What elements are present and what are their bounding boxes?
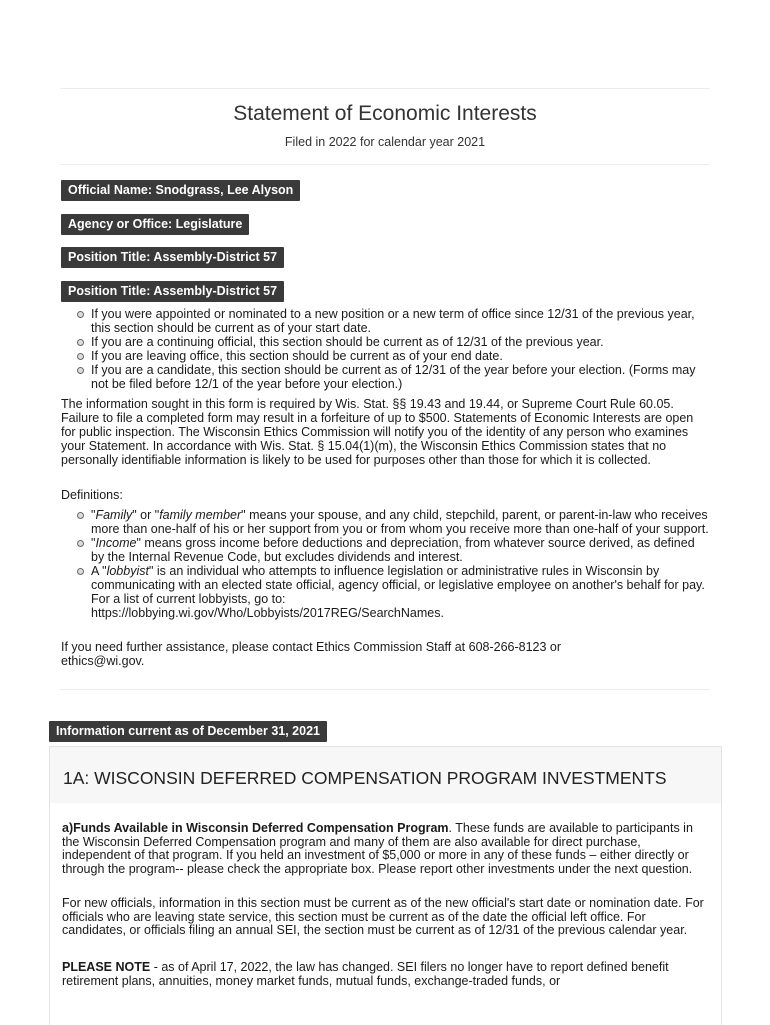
position-title-label: Position Title: Assembly-District 57 xyxy=(61,247,284,268)
section-1a-note: PLEASE NOTE - as of April 17, 2022, the law has changed. SEI filers no longer have to report defined benefit retirement plans, annuities, money market funds, mutual funds, exchange-traded funds, or xyxy=(62,960,669,988)
timing-instructions xyxy=(61,307,711,391)
information-current-label: Information current as of December 31, 2021 xyxy=(49,721,327,742)
agency-label: Agency or Office: Legislature xyxy=(61,214,249,235)
legal-notice: The information sought in this form is required by Wis. Stat. §§ 19.43 and 19.44, or Supreme Court Rule 60.05. Failure to file a completed form may result in a forfeiture of up to $500. Statements of Economic Interests are open for public inspection. The Wisconsin Ethics Commission will notify you of the identity of any person who examines your Statement. In accordance with Wis. Stat. § 15.04(1)(m), the Wisconsin Ethics Commission states that no personally identifiable information is likely to be used for purposes other than those for which it is collected. xyxy=(61,397,694,467)
definition-income: "Income" means gross income before deductions and depreciation, from whatever source derived, as defined by the Internal Revenue Code, but excludes dividends and interest. xyxy=(91,536,711,564)
lobbyists-link[interactable]: https://lobbying.wi.gov/Who/Lobbyists/2017REG/SearchNames xyxy=(91,606,441,620)
contact-info: If you need further assistance, please contact Ethics Commission Staff at 608-266-8123 or ethics@wi.gov. xyxy=(61,640,562,668)
timing-item: If you are a candidate, this section should be current as of 12/31 of the year before your election. (Forms may not be filed before 12/1 of the year before your election.) xyxy=(91,363,711,391)
timing-item: If you are a continuing official, this section should be current as of 12/31 of the previous year. xyxy=(91,335,711,349)
header-divider xyxy=(60,164,710,165)
definition-family: "Family" or "family member" means your spouse, and any child, stepchild, parent, or parent-in-law who receives more than one-half of his or her support from you or from whom you receive more than one-half of your support. xyxy=(91,508,711,536)
section-1a-header xyxy=(50,747,721,803)
term-family: Family xyxy=(95,508,133,522)
page-subtitle: Filed in 2022 for calendar year 2021 xyxy=(284,135,486,149)
top-divider xyxy=(60,88,710,89)
term-family-member: family member xyxy=(159,508,242,522)
page-title: Statement of Economic Interests xyxy=(233,102,537,125)
notice-divider xyxy=(60,689,710,690)
position-title-label-2: Position Title: Assembly-District 57 xyxy=(61,281,284,302)
timing-item: If you are leaving office, this section should be current as of your end date. xyxy=(91,349,711,363)
definitions-heading: Definitions: xyxy=(61,488,123,502)
official-name-label: Official Name: Snodgrass, Lee Alyson xyxy=(61,180,300,201)
ethics-email-link[interactable]: ethics@wi.gov xyxy=(61,654,141,668)
definitions-list xyxy=(61,508,711,620)
section-1a-paragraph-a: a)Funds Available in Wisconsin Deferred Compensation Program. These funds are available to participants in the Wisconsin Deferred Compensation program and many of them are also available for direct purchase, independent of that program. If you held an investment of $5,000 or more in any of these funds – either directly or through the program-- please check the appropriate box. Please report other investments under the next question. xyxy=(62,821,693,876)
definition-lobbyist: A "lobbyist" is an individual who attempts to influence legislation or administrative rules in Wisconsin by communicating with an elected state official, agency official, or legislative employee on another's behalf for pay. For a list of current lobbyists, go to: https://lobbying.wi.gov/Who/Lobbyists/2017REG/SearchNames. xyxy=(91,564,711,620)
section-1a-paragraph-b: For new officials, information in this section must be current as of the new official's start date or nomination date. For officials who are leaving state service, this section must be current as of the date the official left office. For candidates, or officials filing an annual SEI, the section must be current as of 12/31 of the previous calendar year. xyxy=(62,896,704,937)
timing-item: If you were appointed or nominated to a new position or a new term of office since 12/31 of the previous year, this section should be current as of your start date. xyxy=(91,307,711,335)
section-1a-title: 1A: WISCONSIN DEFERRED COMPENSATION PROGRAM INVESTMENTS xyxy=(63,768,667,788)
term-income: Income xyxy=(95,536,137,550)
section-1a-card xyxy=(49,746,722,1025)
term-lobbyist: lobbyist xyxy=(106,564,149,578)
